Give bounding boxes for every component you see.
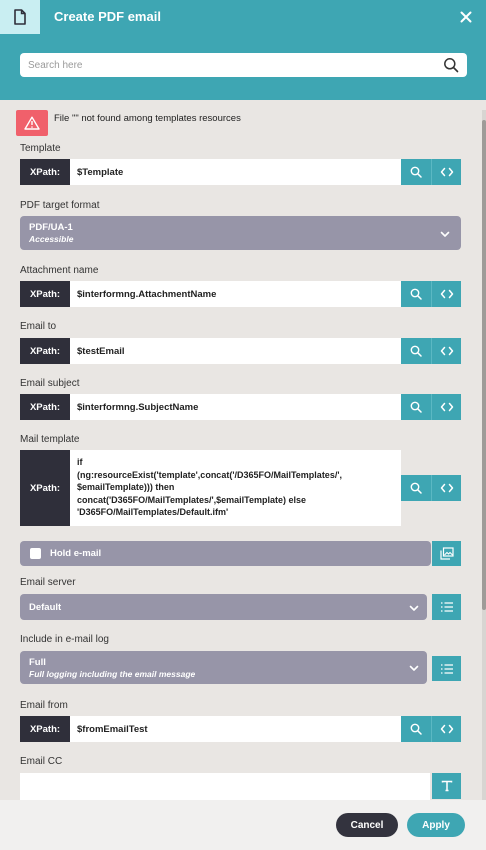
chevron-down-icon [439, 227, 451, 239]
scrollbar-thumb[interactable] [482, 120, 486, 610]
email-from-field [20, 716, 461, 742]
warning-message [16, 110, 241, 136]
code-icon[interactable] [431, 281, 461, 307]
dialog-body [0, 100, 486, 800]
apply-button[interactable]: Apply [407, 813, 465, 837]
code-icon[interactable] [431, 338, 461, 364]
search-icon[interactable] [401, 281, 431, 307]
attachment-name-value[interactable]: $interformng.AttachmentName [70, 281, 401, 307]
email-cc-label: Email CC [20, 756, 63, 767]
email-to-field [20, 338, 461, 364]
text-format-icon[interactable] [432, 773, 461, 799]
email-server-select[interactable] [20, 594, 427, 620]
email-from-label: Email from [20, 700, 68, 711]
email-log-label: Include in e-mail log [20, 634, 109, 645]
hold-email-checkbox[interactable] [30, 548, 41, 559]
mail-template-line: 'D365FO/MailTemplates/Default.ifm' [77, 507, 229, 518]
email-to-value[interactable]: $testEmail [70, 338, 401, 364]
mail-template-line: concat('D365FO/MailTemplates/',$emailTemplate) else [77, 494, 307, 505]
search-icon[interactable] [401, 475, 431, 501]
xpath-tag: XPath: [20, 394, 70, 420]
search-icon[interactable] [401, 159, 431, 185]
attachment-name-label: Attachment name [20, 265, 99, 276]
code-icon[interactable] [431, 394, 461, 420]
warning-text: File "" not found among templates resources [54, 112, 241, 124]
xpath-tag: XPath: [20, 159, 70, 185]
email-log-select[interactable] [20, 651, 427, 684]
email-to-label: Email to [20, 321, 57, 332]
dialog-footer [0, 800, 486, 850]
email-from-value[interactable]: $fromEmailTest [70, 716, 401, 742]
mail-template-field [20, 450, 461, 526]
xpath-tag: XPath: [20, 716, 70, 742]
chevron-down-icon [408, 661, 420, 673]
xpath-tag: XPath: [20, 281, 70, 307]
xpath-tag: XPath: [20, 450, 70, 526]
search-box [20, 53, 467, 77]
mail-template-line: $emailTemplate))) then [77, 482, 175, 493]
document-icon [0, 0, 40, 34]
pdf-format-sub: Accessible [29, 234, 74, 244]
template-label: Template [20, 143, 61, 154]
search-icon[interactable] [443, 57, 459, 73]
email-server-value: Default [29, 602, 62, 613]
pdf-format-value: PDF/UA-1 [29, 222, 73, 233]
mail-template-label: Mail template [20, 434, 80, 445]
pdf-format-select[interactable] [20, 216, 461, 250]
chevron-down-icon [408, 601, 420, 613]
list-icon[interactable] [432, 656, 461, 681]
search-icon[interactable] [401, 716, 431, 742]
warning-icon [16, 110, 48, 136]
search-icon[interactable] [401, 394, 431, 420]
pdf-format-label: PDF target format [20, 200, 100, 211]
email-subject-field [20, 394, 461, 420]
email-server-label: Email server [20, 577, 76, 588]
email-log-sub: Full logging including the email message [29, 669, 196, 679]
code-icon[interactable] [431, 159, 461, 185]
hold-email-label: Hold e-mail [50, 548, 102, 559]
email-log-value: Full [29, 657, 46, 668]
mail-template-line: (ng:resourceExist('template',concat('/D365FO/MailTemplates/', [77, 469, 342, 480]
dialog-title: Create PDF email [54, 9, 161, 24]
list-icon[interactable] [432, 594, 461, 620]
template-field [20, 159, 461, 185]
mail-template-value[interactable] [70, 450, 401, 526]
attachment-name-field [20, 281, 461, 307]
search-icon[interactable] [401, 338, 431, 364]
search-input[interactable] [20, 53, 467, 77]
hold-email-toggle[interactable] [20, 541, 431, 566]
email-subject-label: Email subject [20, 378, 80, 389]
code-icon[interactable] [431, 475, 461, 501]
code-icon[interactable] [431, 716, 461, 742]
close-icon[interactable] [456, 7, 476, 27]
mail-template-line: if [77, 457, 83, 467]
cancel-button[interactable]: Cancel [336, 813, 398, 837]
dialog-header [0, 0, 486, 100]
email-subject-value[interactable]: $interformng.SubjectName [70, 394, 401, 420]
image-gallery-icon[interactable] [432, 541, 461, 566]
template-value[interactable]: $Template [70, 159, 401, 185]
xpath-tag: XPath: [20, 338, 70, 364]
email-cc-input[interactable] [20, 773, 430, 800]
